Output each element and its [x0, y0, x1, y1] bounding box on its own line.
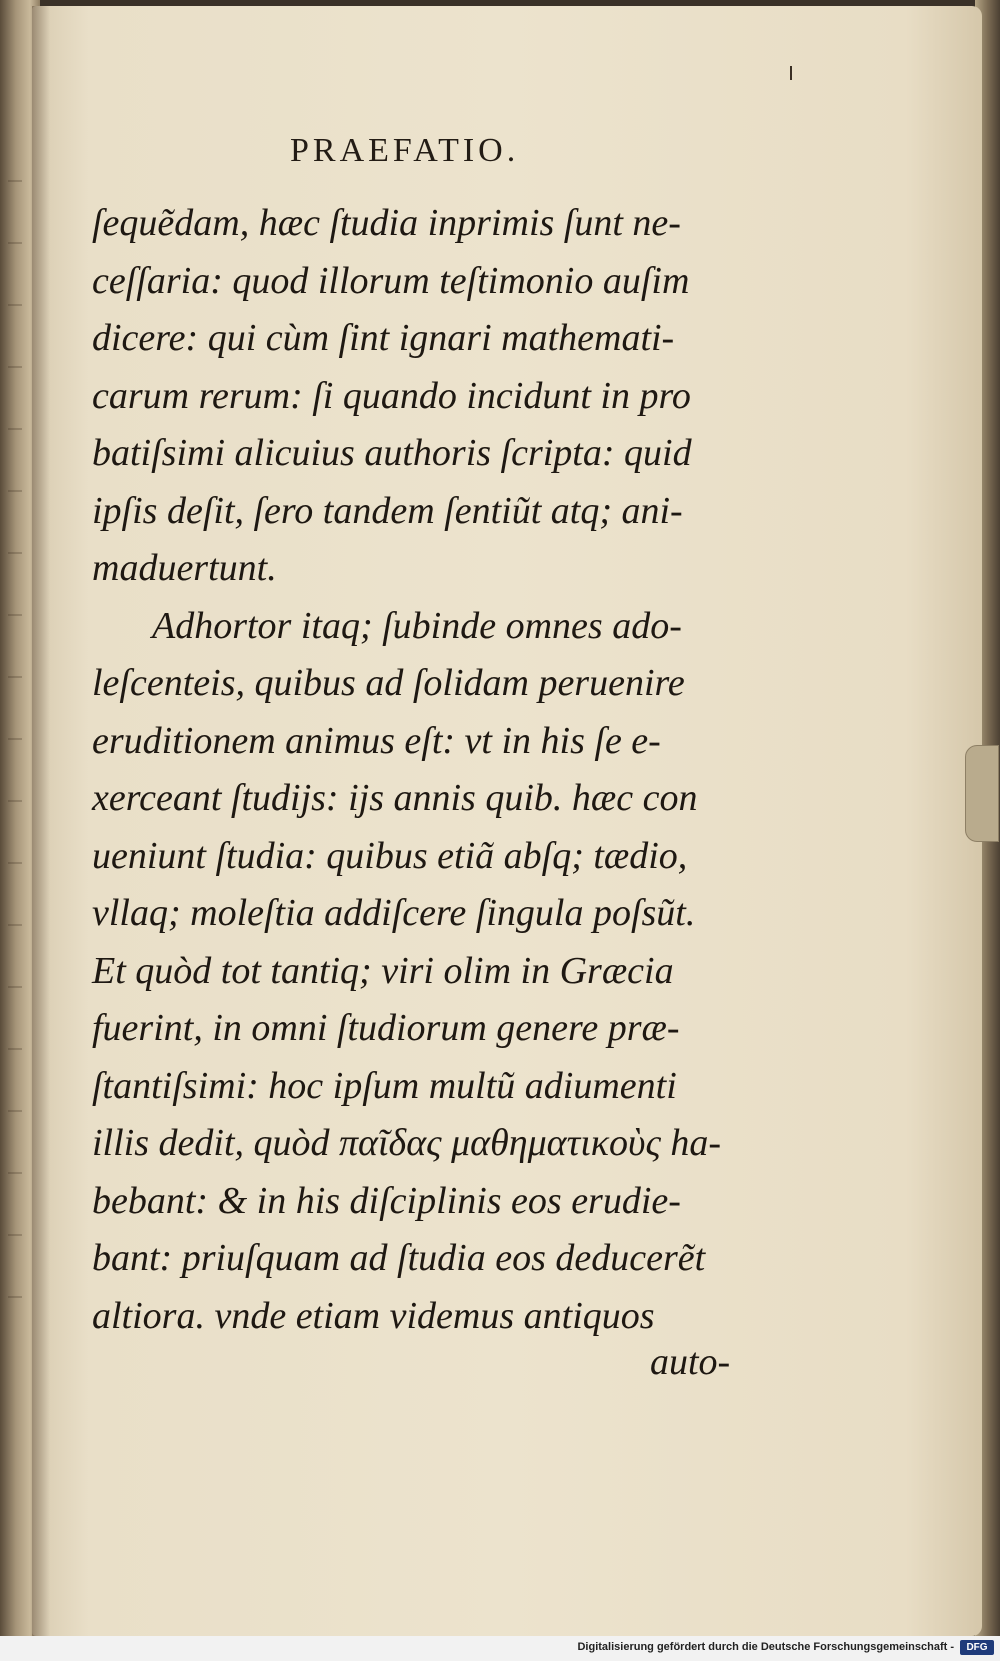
gutter-shadow — [32, 6, 50, 1636]
text-line: ueniunt ſtudia: quibus etiã abſq; tædio, — [92, 834, 688, 877]
catchword: auto- — [650, 1341, 731, 1383]
left-page-lines — [8, 120, 22, 1320]
text-line: carum rerum: ſi quando incidunt in pro — [92, 374, 691, 417]
text-line: batiſsimi alicuius authoris ſcripta: quid — [92, 432, 692, 474]
text-line: Adhortor itaq; ſubinde omnes ado- — [152, 604, 682, 647]
text-line: Et quòd tot tantiq; viri olim in Græcia — [92, 949, 674, 992]
footer-credit: Digitalisierung gefördert durch die Deutsche Forschungsgemeinschaft - — [577, 1641, 954, 1653]
text-line: xerceant ſtudijs: ijs annis quib. hæc con — [92, 777, 698, 819]
body-text — [92, 195, 792, 1345]
page-tab — [965, 745, 999, 842]
text-line: bant: priuſquam ad ſtudia eos deducerẽt — [92, 1237, 706, 1279]
text-line: dicere: qui cùm ſint ignari mathemati- — [92, 317, 675, 359]
dfg-logo: DFG — [960, 1640, 994, 1655]
text-line: leſcenteis, quibus ad ſolidam peruenire — [92, 662, 685, 704]
text-line: ipſis deſit, ſero tandem ſentiũt atq; ani- — [92, 489, 683, 532]
page-title: PRAEFATIO. — [290, 132, 520, 169]
text-line: ceſſaria: quod illorum teſtimonio auſim — [92, 259, 690, 302]
text-line: altiora. vnde etiam videmus antiquos — [92, 1294, 655, 1337]
text-line: ſequẽdam, hæc ſtudia inprimis ſunt ne- — [92, 202, 681, 244]
text-line: bebant: & in his diſciplinis eos erudie- — [92, 1179, 681, 1222]
text-line: vllaq; moleſtia addiſcere ſingula poſsũt. — [92, 892, 696, 934]
page-mark — [790, 66, 792, 80]
text-line: ſtantiſsimi: hoc ipſum multũ adiumenti — [92, 1064, 677, 1107]
text-line: illis dedit, quòd παῖδας μαθηματικοὺς ha- — [92, 1122, 722, 1164]
text-line: maduertunt. — [92, 547, 277, 589]
text-line: fuerint, in omni ſtudiorum genere præ- — [92, 1007, 680, 1049]
text-line: eruditionem animus eſt: vt in his ſe e- — [92, 719, 661, 762]
